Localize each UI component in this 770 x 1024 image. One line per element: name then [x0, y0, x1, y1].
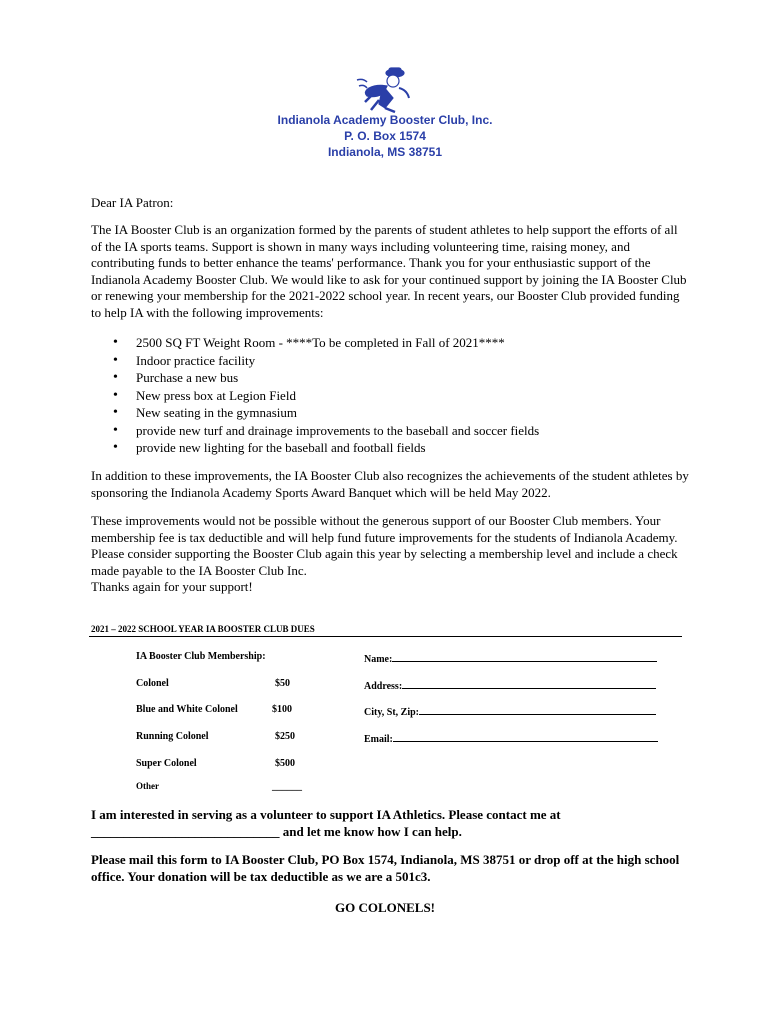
volunteer-line1: I am interested in serving as a volunteer to support IA Athletics. Please contact me at: [91, 807, 561, 822]
address-input-line[interactable]: [402, 678, 656, 689]
city-state-zip-input-line[interactable]: [419, 704, 656, 715]
closing-slogan: GO COLONELS!: [334, 900, 436, 915]
salutation: Dear IA Patron:: [91, 195, 174, 210]
name-input-line[interactable]: [392, 651, 657, 662]
recognition-paragraph: In addition to these improvements, the IA Booster Club also recognizes the achievements of the student athletes by sponsoring the Indianola Academy Sports Award Banquet which will be held May 2022.: [91, 468, 689, 500]
address-field[interactable]: [364, 678, 656, 692]
divider: [89, 636, 682, 637]
city-state-zip-field[interactable]: [364, 704, 656, 718]
level-super-colonel[interactable]: Super Colonel: [136, 758, 197, 769]
email-input-line[interactable]: [393, 731, 658, 742]
colonel-mascot-logo: [355, 64, 413, 114]
level-running-colonel-amount: $250: [275, 731, 295, 742]
list-item: • Indoor practice facility: [113, 352, 539, 370]
list-item: • provide new turf and drainage improvements to the baseball and soccer fields: [113, 422, 539, 440]
membership-label: IA Booster Club Membership:: [136, 651, 266, 662]
list-item: • provide new lighting for the baseball and football fields: [113, 439, 539, 457]
name-field[interactable]: [364, 651, 657, 665]
level-other-amount-blank[interactable]: ______: [272, 781, 302, 792]
improvements-list: [113, 334, 539, 457]
list-item: • New seating in the gymnasium: [113, 404, 539, 422]
level-blue-white-colonel-amount: $100: [272, 704, 292, 715]
level-other[interactable]: Other: [136, 781, 159, 791]
city-state-zip-label: City, St, Zip:: [364, 707, 420, 718]
level-super-colonel-amount: $500: [275, 758, 295, 769]
address-label: Address:: [364, 681, 403, 692]
appeal-paragraph: These improvements would not be possible without the generous support of our Booster Club members. Your membership fee is tax deductible and will help fund future improvements for the students of Indianola Academy. Please consider supporting the Booster Club again this year by selecting a membership level and include a check made payable to the IA Booster Club Inc.: [91, 513, 678, 578]
name-label: Name:: [364, 654, 393, 665]
level-colonel-amount: $50: [275, 678, 290, 689]
letterhead: [200, 112, 570, 160]
mail-instructions: Please mail this form to IA Booster Club, PO Box 1574, Indianola, MS 38751 or drop off at the high school office. Your donation will be tax deductible as we are a 501c3.: [91, 852, 680, 884]
volunteer-blank[interactable]: _____________________________: [91, 824, 280, 839]
list-item: • 2500 SQ FT Weight Room - ****To be completed in Fall of 2021****: [113, 334, 539, 352]
org-name: Indianola Academy Booster Club, Inc.: [277, 113, 493, 127]
level-colonel[interactable]: Colonel: [136, 678, 169, 689]
volunteer-statement: [91, 806, 701, 840]
volunteer-line2: and let me know how I can help.: [279, 824, 462, 839]
org-address-line2: Indianola, MS 38751: [327, 145, 443, 159]
dues-title: 2021 – 2022 SCHOOL YEAR IA BOOSTER CLUB DUES: [91, 624, 315, 634]
list-item: • Purchase a new bus: [113, 369, 539, 387]
email-label: Email:: [364, 734, 393, 745]
thanks-line: Thanks again for your support!: [91, 579, 253, 594]
level-blue-white-colonel[interactable]: Blue and White Colonel: [136, 704, 238, 715]
email-field[interactable]: [364, 731, 658, 745]
intro-paragraph: The IA Booster Club is an organization formed by the parents of student athletes to help support the efforts of all of the IA sports teams. Support is shown in many ways including volunteering time, raising money, and contributing funds to better enhance the teams' performance. Thank you for your enthusiastic support of the Indianola Academy Booster Club. We would like to ask for your continued support by joining the IA Booster Club or renewing your membership for the 2021-2022 school year. In recent years, our Booster Club provided funding to help IA with the following improvements:: [91, 222, 687, 320]
level-running-colonel[interactable]: Running Colonel: [136, 731, 209, 742]
list-item: • New press box at Legion Field: [113, 387, 539, 405]
org-address-line1: P. O. Box 1574: [344, 129, 426, 143]
